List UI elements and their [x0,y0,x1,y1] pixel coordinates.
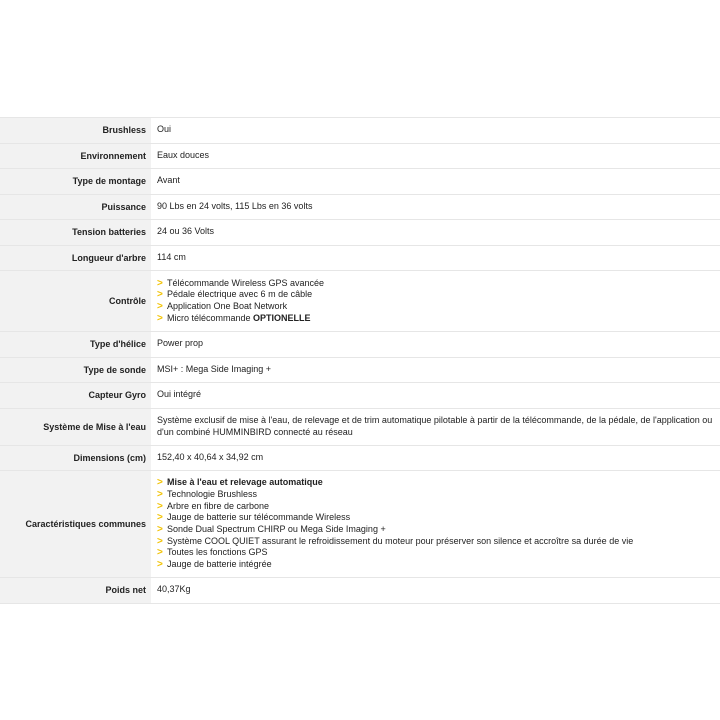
spec-value: MSI+ : Mega Side Imaging + [151,357,720,383]
spec-row-environnement [0,143,720,169]
chevron-right-icon: > [157,500,163,512]
list-item [157,501,714,513]
list-item-text: Sonde Dual Spectrum CHIRP ou Mega Side Imaging + [167,524,386,534]
spec-row-brushless [0,118,720,144]
chevron-right-icon: > [157,477,163,489]
list-item-text: Télécommande Wireless GPS avancée [167,277,325,288]
spec-row-controle [0,271,720,332]
spec-value: Oui intégré [151,383,720,409]
spec-table [0,117,720,604]
spec-row-mise [0,408,720,445]
spec-label: Puissance [0,194,151,220]
spec-value: 24 ou 36 Volts [151,220,720,246]
controle-list [157,278,714,325]
spec-label: Longueur d'arbre [0,245,151,271]
spec-label: Type de montage [0,169,151,195]
spec-row-arbre [0,245,720,271]
spec-value: Avant [151,169,720,195]
list-item [157,547,714,559]
spec-value: 90 Lbs en 24 volts, 115 Lbs en 36 volts [151,194,720,220]
spec-label: Type d'hélice [0,332,151,358]
spec-row-gyro [0,383,720,409]
spec-value: 152,40 x 40,64 x 34,92 cm [151,445,720,471]
spec-label: Tension batteries [0,220,151,246]
chevron-right-icon: > [157,289,163,301]
list-item-emphasis: OPTIONELLE [253,312,311,323]
list-item [157,301,714,313]
list-item-text: Application One Boat Network [167,301,288,311]
spec-label: Environnement [0,143,151,169]
spec-value: Oui [151,118,720,144]
list-item-prefix: Micro télécommande [167,312,254,323]
list-item-text: Pédale électrique avec 6 m de câble [167,289,313,300]
chevron-right-icon: > [157,559,163,571]
chevron-right-icon: > [157,535,163,547]
list-item [157,489,714,501]
spec-value: 40,37Kg [151,578,720,604]
chevron-right-icon: > [157,312,163,324]
chevron-right-icon: > [157,277,163,289]
chevron-right-icon: > [157,488,163,500]
spec-label: Système de Mise à l'eau [0,408,151,445]
chevron-right-icon: > [157,512,163,524]
spec-value: Power prop [151,332,720,358]
list-item [157,524,714,536]
spec-value: Eaux douces [151,143,720,169]
spec-value: 114 cm [151,245,720,271]
spec-value [151,471,720,578]
list-item [157,289,714,301]
list-item-text: Mise à l'eau et relevage automatique [167,477,323,488]
list-item [157,477,714,489]
spec-label: Capteur Gyro [0,383,151,409]
spec-row-sonde [0,357,720,383]
list-item-text [167,313,311,325]
chevron-right-icon: > [157,524,163,535]
list-item-text: Technologie Brushless [167,488,258,499]
spec-label: Type de sonde [0,357,151,383]
list-item-text: Jauge de batterie intégrée [167,559,272,570]
spec-row-helice [0,332,720,358]
list-item [157,512,714,524]
spec-label: Caractéristiques communes [0,471,151,578]
spec-row-montage [0,169,720,195]
spec-value: Système exclusif de mise à l'eau, de relevage et de trim automatique pilotable à partir de la télécommande, de la pédale, de l'application ou d'un combiné HUMMINBIRD connecté au réseau [151,408,720,445]
spec-row-caracteristiques [0,471,720,578]
spec-label: Poids net [0,578,151,604]
caracteristiques-list [157,477,714,571]
list-item-text: Toutes les fonctions GPS [167,547,268,558]
list-item [157,313,714,325]
spec-label: Contrôle [0,271,151,332]
spec-value [151,271,720,332]
spec-row-tension [0,220,720,246]
list-item-text: Jauge de batterie sur télécommande Wireless [167,512,351,523]
list-item [157,536,714,548]
spec-label: Brushless [0,118,151,144]
chevron-right-icon: > [157,301,163,312]
list-item-text: Système COOL QUIET assurant le refroidissement du moteur pour préserver son silence et accroître sa durée de vie [167,535,634,546]
spec-label: Dimensions (cm) [0,445,151,471]
list-item [157,278,714,290]
list-item-text: Arbre en fibre de carbone [167,500,270,511]
list-item [157,559,714,571]
spec-row-poids [0,578,720,604]
spec-row-puissance [0,194,720,220]
spec-row-dimensions [0,445,720,471]
chevron-right-icon: > [157,547,163,559]
